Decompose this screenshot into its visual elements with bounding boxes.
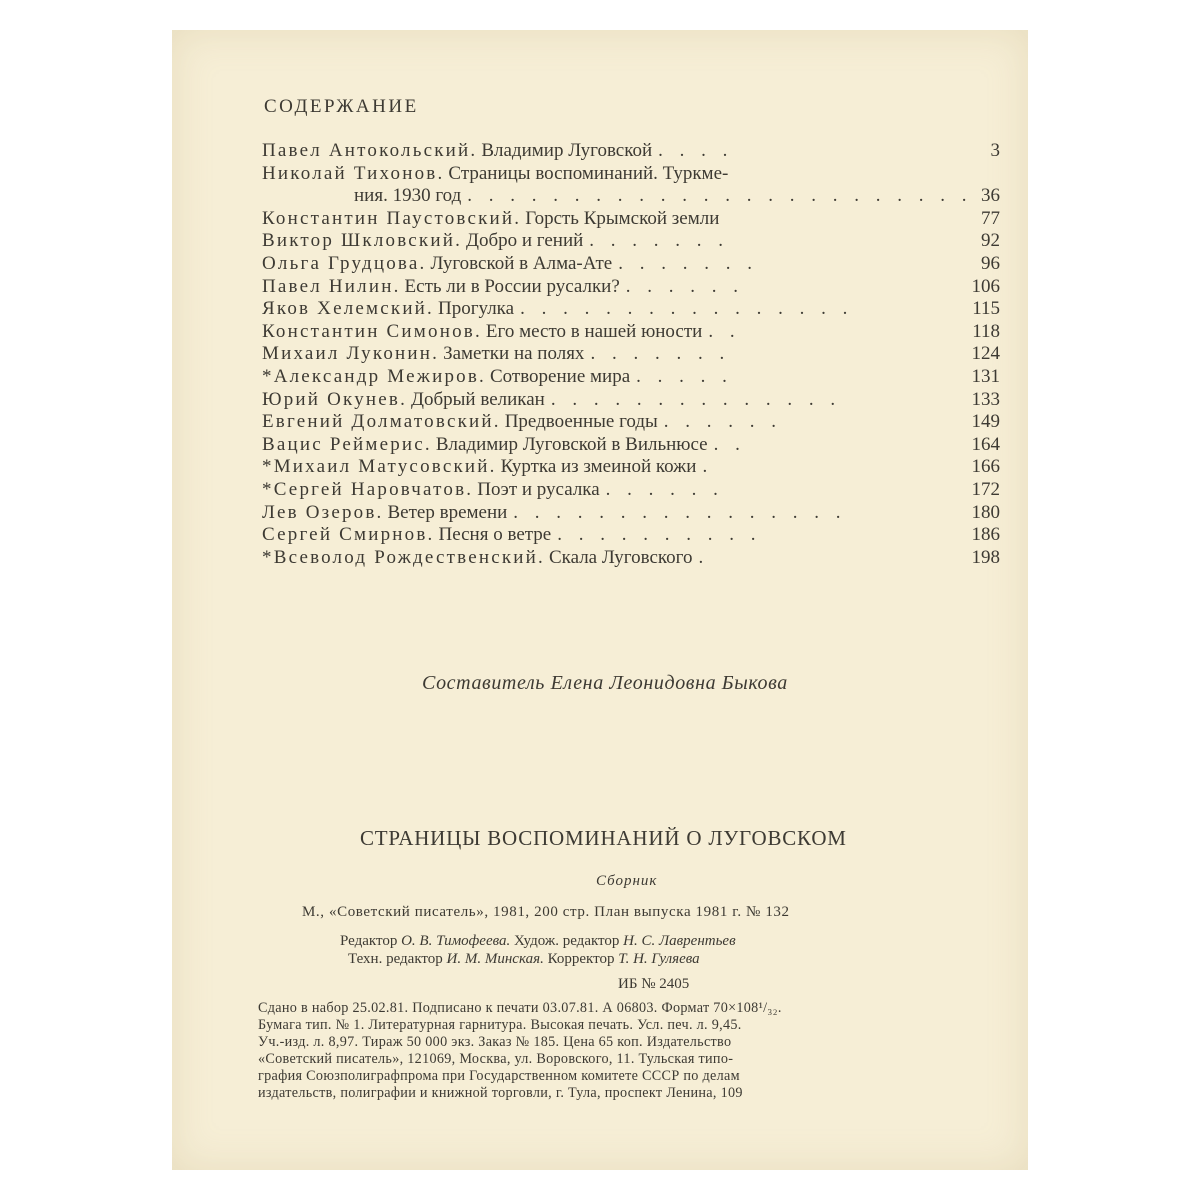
toc-page-number: 96 (981, 252, 1000, 274)
toc-dots: . . . . . . (605, 478, 724, 500)
toc-dots: . (698, 546, 710, 568)
compiler-credit: Составитель Елена Леонидовна Быкова (422, 672, 788, 694)
toc-entry (262, 253, 1002, 276)
art-editor-label: Худож. редактор (514, 933, 620, 949)
toc-title: Предвоенные годы (504, 411, 658, 433)
toc-page-number: 131 (971, 365, 1000, 387)
toc-entry (262, 479, 1002, 502)
toc-title: Прогулка (438, 298, 515, 320)
toc-author: Виктор Шкловский. (262, 230, 463, 252)
toc-page-number: 149 (971, 411, 1000, 433)
toc-title: Заметки на полях (443, 343, 585, 365)
toc-page-number: 36 (981, 185, 1000, 207)
toc-dots: . . . . . . . . . . . . . . . . (520, 298, 854, 320)
toc-entry (262, 547, 1002, 570)
toc-author: Вацис Реймерис. (262, 433, 432, 455)
toc-title: Добрый великан (411, 388, 545, 410)
toc-page-number: 164 (971, 433, 1000, 455)
toc-author: Михаил Луконин. (262, 343, 440, 365)
art-editor-name: Н. С. Лаврентьев (623, 933, 736, 949)
toc-title: Владимир Луговской (481, 140, 653, 161)
toc-entry-continuation (262, 185, 1002, 208)
toc-title: Ветер времени (387, 501, 508, 523)
toc-heading: СОДЕРЖАНИЕ (264, 96, 419, 117)
toc-author: *Михаил Матусовский. (262, 456, 497, 478)
imprint-block (258, 1000, 1008, 1102)
toc-author: *Александр Межиров. (262, 365, 486, 387)
toc-author: *Всеволод Рождественский. (262, 546, 545, 568)
toc-page-number: 77 (981, 207, 1000, 229)
book-genre: Сборник (596, 873, 658, 889)
ib-number: ИБ № 2405 (618, 976, 690, 992)
toc-entry (262, 230, 1002, 253)
imprint-line: «Советский писатель», 121069, Москва, ул. Воровского, 11. Тульская типо- (258, 1051, 734, 1067)
toc-dots: . . . . . . . . . . . . . . (550, 388, 842, 410)
toc-dots: . . . . . . . (590, 343, 731, 365)
toc-author: Сергей Смирнов. (262, 524, 435, 546)
corrector-label: Корректор (547, 951, 615, 967)
toc-dots: . . . . . . . . . . (557, 524, 762, 546)
book-page (172, 30, 1028, 1170)
toc-page-number: 186 (971, 524, 1000, 546)
toc-title: Страницы воспоминаний. Туркме- (448, 162, 729, 184)
toc-dots: . . . . . . . . . . . . . . . . (513, 501, 847, 523)
editor-name: О. В. Тимофеева. (401, 933, 511, 949)
toc-page-number: 115 (972, 298, 1000, 320)
toc-dots: . . . . . . (663, 411, 783, 433)
toc-dots: . . . . (658, 140, 734, 161)
toc-author: Яков Хелемский. (262, 298, 435, 320)
toc-dots: . . . . . . . (618, 252, 758, 274)
toc-title: Луговской в Алма-Ате (430, 252, 613, 274)
toc-title: Скала Луговского (548, 546, 693, 568)
toc-title: Добро и гений (466, 230, 584, 252)
toc-dots: . (702, 456, 714, 478)
toc-author: Константин Паустовский. (262, 207, 522, 229)
toc-page-number: 166 (971, 456, 1000, 478)
toc-dots: . . . . . . (625, 275, 745, 297)
toc-page-number: 92 (981, 230, 1000, 252)
toc-author: *Сергей Наровчатов. (262, 478, 474, 500)
toc-page-number: 180 (971, 501, 1000, 523)
toc-entry (262, 163, 1002, 186)
toc-entry (262, 321, 1002, 344)
toc-title: Сотворение мира (489, 365, 631, 387)
toc-title: Куртка из змеиной кожи (500, 456, 697, 478)
toc-dots: . . (713, 433, 746, 455)
toc-dots: . . . . . (636, 365, 733, 387)
toc-page-number: 3 (990, 140, 1000, 161)
toc-author: Константин Симонов. (262, 320, 482, 342)
imprint-line: Сдано в набор 25.02.81. Подписано к печати 03.07.81. А 06803. Формат 70×108¹/₃₂. (258, 1000, 782, 1016)
toc-page-number: 106 (971, 275, 1000, 297)
toc-entry (262, 456, 1002, 479)
toc-dots: . . . . . . . . . . . . . . . . . . . . . . . . (467, 185, 973, 207)
toc-entry (262, 208, 1002, 231)
toc-author: Павел Антокольский. (262, 140, 478, 161)
toc-title: Поэт и русалка (477, 478, 600, 500)
toc-entry (262, 276, 1002, 299)
toc-title: Горсть Крымской земли (525, 207, 720, 229)
toc-entry (262, 298, 1002, 321)
toc-author: Павел Нилин. (262, 275, 401, 297)
toc-page-number: 118 (972, 320, 1000, 342)
toc-dots: . . (708, 320, 741, 342)
toc-title: Владимир Луговской в Вильнюсе (435, 433, 708, 455)
toc-entry (262, 343, 1002, 366)
toc-page-number: 124 (971, 343, 1000, 365)
toc-title: Песня о ветре (438, 524, 552, 546)
toc-author: Лев Озеров. (262, 501, 384, 523)
toc-entry (262, 411, 1002, 434)
toc-title: Есть ли в России русалки? (404, 275, 620, 297)
toc-entry (262, 366, 1002, 389)
publication-info: М., «Советский писатель», 1981, 200 стр. План выпуска 1981 г. № 132 (302, 904, 790, 920)
table-of-contents (262, 140, 1002, 569)
imprint-line: графия Союзполиграфпрома при Государственном комитете СССР по делам (258, 1068, 740, 1084)
toc-entry (262, 389, 1002, 412)
toc-entry (262, 434, 1002, 457)
toc-dots: . . . . . . . (589, 230, 730, 252)
imprint-line: Уч.-изд. л. 8,97. Тираж 50 000 экз. Заказ № 185. Цена 65 коп. Издательство (258, 1034, 732, 1050)
toc-author: Юрий Окунев. (262, 388, 408, 410)
toc-title: Его место в нашей юности (485, 320, 703, 342)
corrector-name: Т. Н. Гуляева (618, 951, 700, 967)
toc-author: Евгений Долматовский. (262, 411, 501, 433)
toc-author: Николай Тихонов. (262, 162, 445, 184)
toc-entry (262, 140, 1002, 163)
toc-page-number: 198 (971, 546, 1000, 568)
editor-label: Редактор (340, 933, 398, 949)
toc-page-number: 172 (971, 478, 1000, 500)
editorial-credits (340, 932, 736, 968)
toc-entry (262, 502, 1002, 525)
tech-editor-name: И. М. Минская. (446, 951, 544, 967)
toc-entry (262, 524, 1002, 547)
toc-page-number: 133 (971, 388, 1000, 410)
tech-editor-label: Техн. редактор (348, 951, 443, 967)
imprint-line: издательств, полиграфии и книжной торговли, г. Тула, проспект Ленина, 109 (258, 1085, 743, 1101)
book-title: СТРАНИЦЫ ВОСПОМИНАНИЙ О ЛУГОВСКОМ (360, 826, 847, 850)
toc-title: ния. 1930 год (354, 185, 462, 207)
toc-author: Ольга Грудцова. (262, 252, 427, 274)
imprint-line: Бумага тип. № 1. Литературная гарнитура. Высокая печать. Усл. печ. л. 9,45. (258, 1017, 742, 1033)
